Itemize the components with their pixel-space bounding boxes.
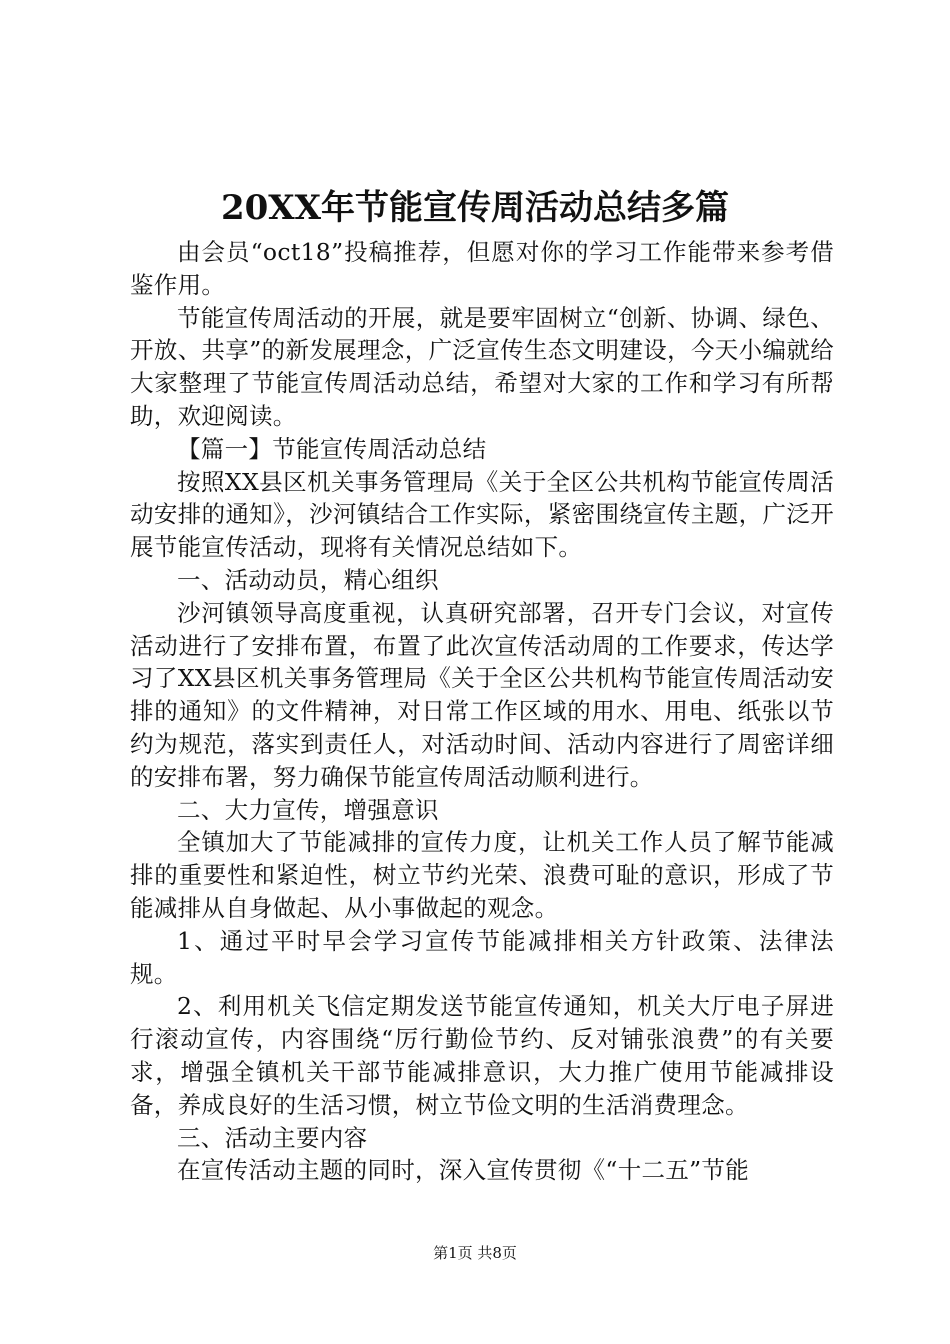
subheading-publicity: 二、大力宣传，增强意识 [177,795,439,824]
paragraph-intro: 由会员“oct18”投稿推荐，但愿对你的学习工作能带来参考借鉴作用。 [130,238,834,299]
section-heading-part-one: 【篇一】节能宣传周活动总结 [177,434,487,463]
page-number-footer: 第1页 共8页 [433,1244,517,1262]
paragraph-main-content: 在宣传活动主题的同时，深入宣传贯彻《“十二五”节能 [177,1156,750,1185]
list-item-1: 1、通过平时早会学习宣传节能减排相关方针政策、法律法规。 [130,926,834,988]
subheading-main-content: 三、活动主要内容 [177,1123,368,1152]
paragraph-background: 按照XX县区机关事务管理局《关于全区公共机构节能宣传周活动安排的通知》，沙河镇结合工作实际，紧密围绕宣传主题，广泛开展节能宣传活动，现将有关情况总结如下。 [130,467,834,562]
list-item-2: 2、利用机关飞信定期发送节能宣传通知，机关大厅电子屏进行滚动宣传，内容围绕“厉行勤俭节约、反对铺张浪费”的有关要求，增强全镇机关干部节能减排意识，大力推广使用节能减排设备，养成良好的生活习惯，树立节俭文明的生活消费理念。 [130,992,834,1119]
document-body [130,236,834,1187]
paragraph-overview: 节能宣传周活动的开展，就是要牢固树立“创新、协调、绿色、开放、共享”的新发展理念，广泛宣传生态文明建设，今天小编就给大家整理了节能宣传周活动总结，希望对大家的工作和学习有所帮助，欢迎阅读。 [130,303,834,430]
document-title: 20XX年节能宣传周活动总结多篇 [220,188,730,228]
subheading-mobilization: 一、活动动员，精心组织 [177,565,439,594]
paragraph-publicity: 全镇加大了节能减排的宣传力度，让机关工作人员了解节能减排的重要性和紧迫性，树立节约光荣、浪费可耻的意识，形成了节能减排从自身做起、从小事做起的观念。 [130,828,834,922]
paragraph-mobilization: 沙河镇领导高度重视，认真研究部署，召开专门会议，对宣传活动进行了安排布置，布置了此次宣传活动周的工作要求，传达学习了XX县区机关事务管理局《关于全区公共机构节能宣传周活动安排的通知》的文件精神，对日常工作区域的用水、用电、纸张以节约为规范，落实到责任人，对活动时间、活动内容进行了周密详细的安排布署，努力确保节能宣传周活动顺利进行。 [130,598,834,791]
